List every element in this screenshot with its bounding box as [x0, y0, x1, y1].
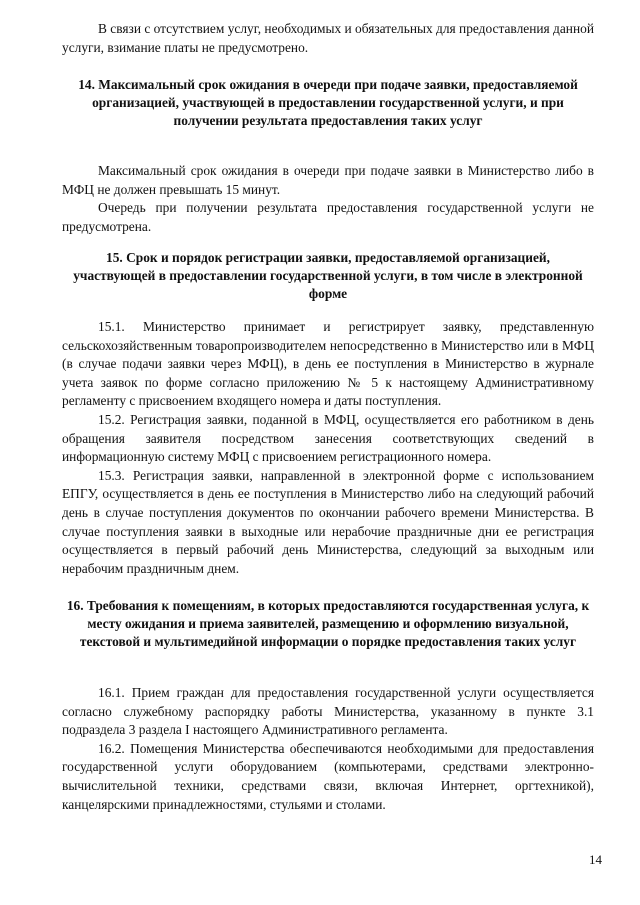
- section-14-paragraph-1: Максимальный срок ожидания в очереди при подаче заявки в Министерство либо в МФЦ не должен превышать 15 минут.: [62, 163, 594, 197]
- intro-block: [62, 20, 594, 57]
- section-16-heading-block: [66, 597, 590, 650]
- section-16-body: [62, 684, 594, 814]
- section-16-paragraph-1: 16.1. Прием граждан для предоставления государственной услуги осуществляется согласно служебному распорядку работы Министерства, указанному в пункте 3.1 подраздела 3 раздела I настоящего Административного регламента.: [62, 685, 594, 738]
- section-14-paragraph-2: Очередь при получении результата предоставления государственной услуги не предусмотрена.: [62, 200, 594, 234]
- section-15-heading: 15. Срок и порядок регистрации заявки, предоставляемой организацией, участвующей в предоставлении государственной услуги, в том числе в электронной форме: [73, 250, 583, 301]
- section-15-paragraph-2: 15.2. Регистрация заявки, поданной в МФЦ, осуществляется его работником в день обращения заявителя посредством занесения соответствующих сведений в информационную систему МФЦ с присвоением регистрационного номера.: [62, 411, 594, 465]
- page-number: 14: [589, 852, 602, 867]
- section-15-paragraph-1: 15.1. Министерство принимает и регистрирует заявку, представленную сельскохозяйственным товаропроизводителем непосредственно в Министерство или в МФЦ (в случае подачи заявки через МФЦ), в день ее поступления в Министерство в журнале учета заявок по форме согласно приложению № 5 к настоящему Административному регламенту с присвоением входящего номера и даты поступления.: [62, 319, 594, 409]
- section-16-heading: 16. Требования к помещениям, в которых предоставляются государственная услуга, к месту ожидания и приема заявителей, размещению и оформлению визуальной, текстовой и мультимедийной информации о порядке предоставления таких услуг: [66, 598, 590, 649]
- section-15-body: [62, 318, 594, 578]
- section-15-heading-block: [66, 249, 590, 302]
- section-16-paragraph-2: 16.2. Помещения Министерства обеспечиваются необходимыми для предоставления государственной услуги оборудованием (компьютерами, средствами электронно-вычислительной техники, средствами связи, включая Интернет, оргтехникой), канцелярскими принадлежностями, стульями и столами.: [62, 740, 594, 812]
- section-14-body: [62, 162, 594, 236]
- section-15-paragraph-3: 15.3. Регистрация заявки, направленной в электронной форме с использованием ЕПГУ, осуществляется в день ее поступления в Министерство либо на следующий рабочий день в случае поступления документов по окончании рабочего времени Министерства. В случае поступления заявки в выходные или нерабочие праздничные дни ее регистрация осуществляется в первый рабочий день Министерства, следующий за выходным или нерабочим праздничным днем.: [62, 467, 594, 576]
- intro-paragraph: В связи с отсутствием услуг, необходимых и обязательных для предоставления данной услуги, взимание платы не предусмотрено.: [62, 21, 594, 55]
- section-14-heading: 14. Максимальный срок ожидания в очереди при подаче заявки, предоставляемой организацией, участвующей в предоставлении государственной услуги, и при получении результата предоставления таких услуг: [78, 77, 578, 128]
- section-14-heading-block: [70, 76, 586, 129]
